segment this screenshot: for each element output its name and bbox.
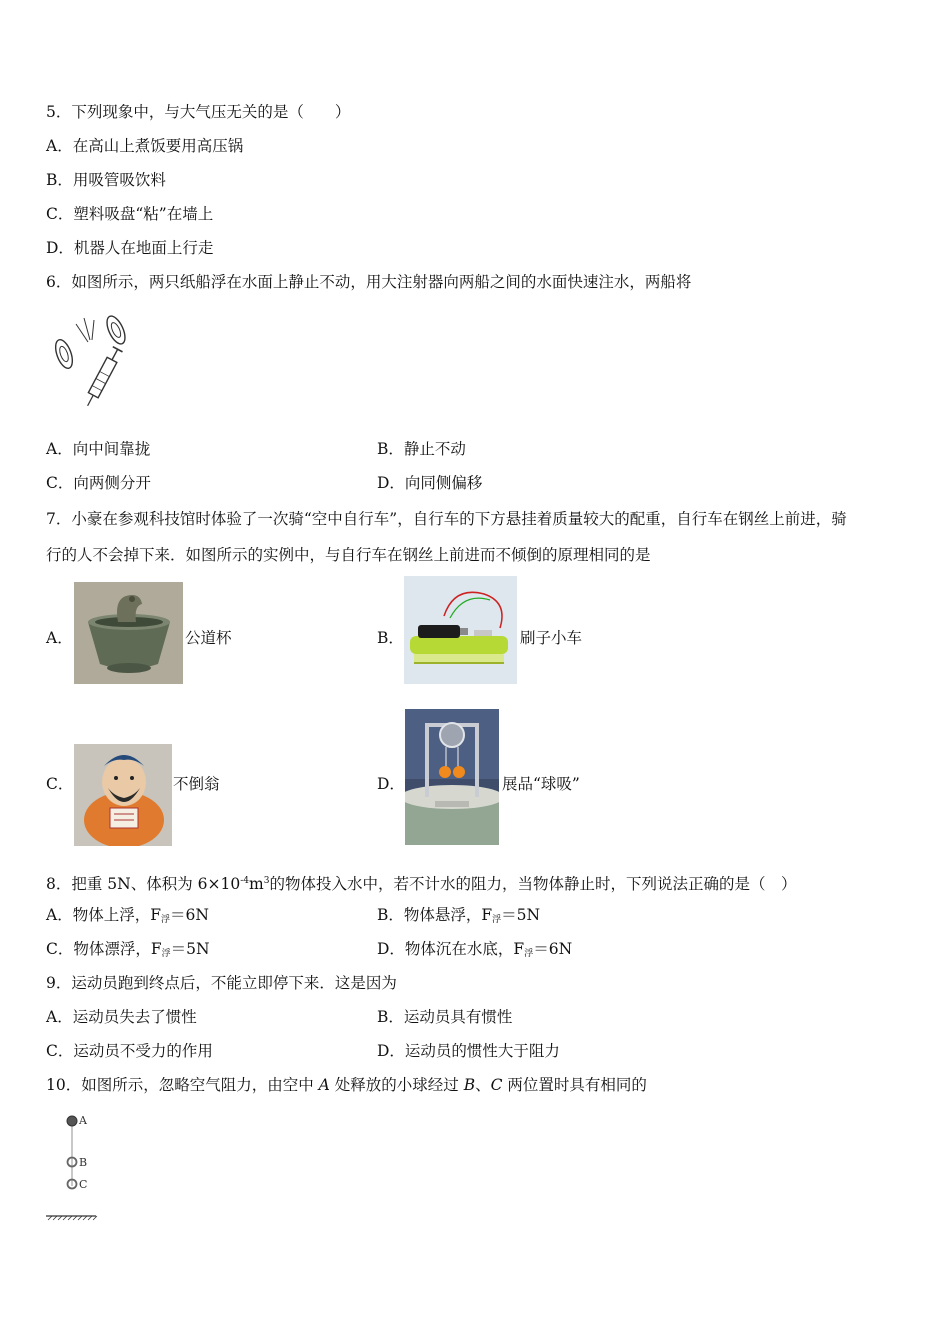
brush-car-photo [404, 576, 517, 684]
q7-option-d-label: 展品“球吸” [502, 775, 580, 793]
q5-option-d: D．机器人在地面上行走 [46, 239, 214, 257]
q8-option-b: B．物体悬浮，$F_浮=5N$ [377, 906, 541, 925]
q7-option-b-label: 刷子小车 [520, 629, 583, 647]
label-a: A [79, 1114, 87, 1127]
q7-option-a-letter: A． [46, 629, 73, 647]
ball-suction-exhibit-photo [405, 709, 499, 845]
q7-option-a-label: 公道杯 [185, 629, 232, 647]
q9-option-c: C．运动员不受力的作用 [46, 1042, 213, 1060]
paper-boats-syringe-figure [48, 312, 134, 412]
q5-option-a: A．在高山上煮饭要用高压锅 [46, 137, 244, 155]
falling-ball-diagram [44, 1110, 100, 1224]
q5-stem: 5．下列现象中，与大气压无关的是（ ） [46, 103, 351, 121]
q8-stem: 8．把重 5N、体积为 $6\times 10^{-4}m^3$的物体投入水中，若不计水的阻力，当物体静止时，下列说法正确的是（ ） [46, 875, 797, 893]
q8-option-a: A．物体上浮，$F_浮=6N$ [46, 906, 209, 925]
q5-option-b: B．用吸管吸饮料 [46, 171, 166, 189]
q6-stem: 6．如图所示，两只纸船浮在水面上静止不动，用大注射器向两船之间的水面快速注水，两船将 [46, 273, 692, 291]
fairness-cup-photo [74, 582, 183, 684]
q9-option-d: D．运动员的惯性大于阻力 [377, 1042, 560, 1060]
q8-option-d: D．物体沉在水底，$F_浮=6N$ [377, 940, 573, 959]
q6-option-b: B．静止不动 [377, 440, 466, 458]
q6-option-a: A．向中间靠拢 [46, 440, 151, 458]
label-c: C [79, 1178, 88, 1191]
q9-option-a: A．运动员失去了惯性 [46, 1008, 197, 1026]
q7-stem-line2: 行的人不会掉下来．如图所示的实例中，与自行车在钢丝上前进而不倾倒的原理相同的是 [46, 546, 651, 564]
q10-stem: 10．如图所示，忽略空气阻力，由空中 A 处释放的小球经过 B、C 两位置时具有相同的 [46, 1076, 647, 1094]
q7-option-c-label: 不倒翁 [173, 775, 220, 793]
roly-poly-toy-photo [74, 744, 172, 846]
q7-stem-line1: 7．小豪在参观科技馆时体验了一次骑“空中自行车”，自行车的下方悬挂着质量较大的配重，自行车在钢丝上前进，骑 [46, 510, 847, 528]
q7-option-b-letter: B． [377, 629, 404, 647]
q5-option-c: C．塑料吸盘“粘”在墙上 [46, 205, 214, 223]
q7-option-d-letter: D． [377, 775, 405, 793]
q9-option-b: B．运动员具有惯性 [377, 1008, 513, 1026]
q8-option-c: C．物体漂浮，$F_浮=5N$ [46, 940, 210, 959]
ball-position-a [67, 1116, 77, 1126]
q9-stem: 9．运动员跑到终点后，不能立即停下来．这是因为 [46, 974, 397, 992]
q6-option-d: D．向同侧偏移 [377, 474, 483, 492]
q6-option-c: C．向两侧分开 [46, 474, 151, 492]
q7-option-c-letter: C． [46, 775, 74, 793]
label-b: B [79, 1156, 88, 1169]
